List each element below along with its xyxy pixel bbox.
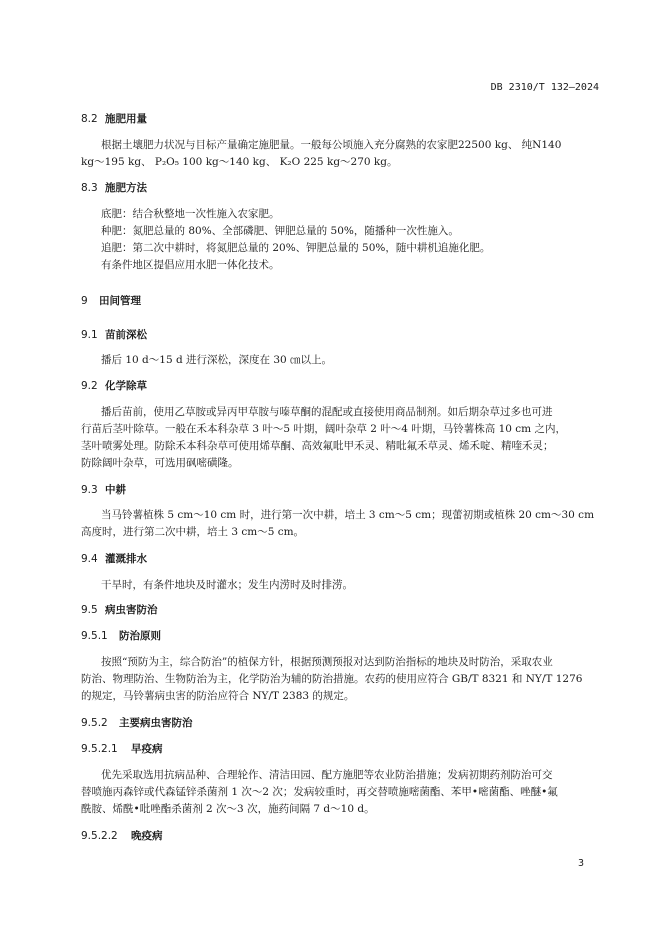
heading-9 [81,293,141,308]
paragraph-line: 优先采取选用抗病品种、合理轮作、清洁田园、配方施肥等农业防治措施；发病初期药剂防治可交 [101,769,553,781]
heading-title: 早疫病 [131,743,163,755]
heading-9-5-2-2 [81,828,163,843]
paragraph-line: 防除阔叶杂草，可选用砜嘧磺隆。 [81,457,239,469]
paragraph-line: 的规定，马铃薯病虫害的防治应符合 NY/T 2383 的规定。 [81,690,355,702]
heading-number: 9.5.2.2 [81,830,118,842]
list-line: 有条件地区提倡应用水肥一体化技术。 [101,259,280,271]
heading-9-2 [81,378,147,393]
heading-title: 晚疫病 [131,830,163,842]
heading-title: 化学除草 [105,380,147,392]
heading-number: 9.3 [81,484,98,496]
paragraph-line: 替喷施丙森锌或代森锰锌杀菌剂 1 次～2 次；发病较重时，再交替喷施嘧菌酯、苯甲•嘧菌酯、唑醚•氟 [81,786,558,798]
heading-number: 9.4 [81,553,98,565]
heading-9-5 [81,602,158,617]
heading-number: 9 [81,295,88,307]
paragraph-line: 防治、物理防治、生物防治为主，化学防治为辅的防治措施。农药的使用应符合 GB/T 8321 和 NY/T 1276 [81,673,583,685]
heading-9-5-2-1 [81,741,163,756]
heading-number: 9.5 [81,604,98,616]
heading-title: 灌溉排水 [105,553,147,565]
heading-8-2 [81,111,147,126]
paragraph-line: kg～195 kg、 P₂O₅ 100 kg～140 kg、 K₂O 225 kg～270 kg。 [81,156,398,168]
heading-9-3 [81,482,126,497]
heading-number: 9.5.1 [81,630,108,642]
document-code: DB 2310/T 132—2024 [490,82,599,93]
heading-9-5-2 [81,715,193,730]
heading-title: 田间管理 [99,295,141,307]
paragraph-line: 播后 10 d～15 d 进行深松，深度在 30 ㎝以上。 [101,354,333,366]
paragraph-line: 当马铃薯植株 5 cm～10 cm 时，进行第一次中耕，培土 3 cm～5 cm；现蕾初期或植株 20 cm～30 cm [101,509,595,521]
heading-number: 8.2 [81,113,98,125]
heading-title: 施肥方法 [105,182,147,194]
list-line: 追肥：第二次中耕时，将氮肥总量的 20%、钾肥总量的 50%，随中耕机追施化肥。 [101,242,491,254]
heading-9-4 [81,551,147,566]
heading-number: 9.1 [81,329,98,341]
paragraph-line: 干旱时，有条件地块及时灌水；发生内涝时及时排涝。 [101,579,353,591]
heading-9-5-1 [81,628,161,643]
paragraph-line: 高度时，进行第二次中耕，培土 3 cm～5 cm。 [81,526,305,538]
paragraph-line: 根据土壤肥力状况与目标产量确定施肥量。一般每公顷施入充分腐熟的农家肥22500 kg、 纯N140 [101,139,562,151]
heading-8-3 [81,180,147,195]
heading-title: 病虫害防治 [105,604,158,616]
heading-title: 施肥用量 [105,113,147,125]
page-number: 3 [578,858,585,869]
paragraph-line: 按照“预防为主，综合防治”的植保方针，根据预测预报对达到防治指标的地块及时防治，采取农业 [101,656,553,668]
paragraph-line: 茎叶喷雾处理。防除禾本科杂草可使用烯草酮、高效氟吡甲禾灵、精吡氟禾草灵、烯禾啶、精喹禾灵； [81,440,554,452]
paragraph-line: 行苗后茎叶除草。一般在禾本科杂草 3 叶～5 叶期，阔叶杂草 2 叶～4 叶期，马铃薯株高 10 cm 之内， [81,423,566,435]
heading-number: 8.3 [81,182,98,194]
heading-title: 苗前深松 [105,329,147,341]
heading-title: 中耕 [105,484,126,496]
list-line: 底肥：结合秋整地一次性施入农家肥。 [101,208,280,220]
heading-title: 主要病虫害防治 [119,717,193,729]
heading-number: 9.5.2 [81,717,108,729]
list-line: 种肥：氮肥总量的 80%、全部磷肥、钾肥总量的 50%，随播种一次性施入。 [101,225,459,237]
heading-9-1 [81,327,147,342]
heading-number: 9.2 [81,380,98,392]
paragraph-line: 酰胺、烯酰•吡唑酯杀菌剂 2 次～3 次，施药间隔 7 d～10 d。 [81,803,375,815]
heading-title: 防治原则 [119,630,161,642]
heading-number: 9.5.2.1 [81,743,118,755]
paragraph-line: 播后苗前，使用乙草胺或异丙甲草胺与嗪草酮的混配或直接使用商品制剂。如后期杂草过多也可进 [101,406,553,418]
